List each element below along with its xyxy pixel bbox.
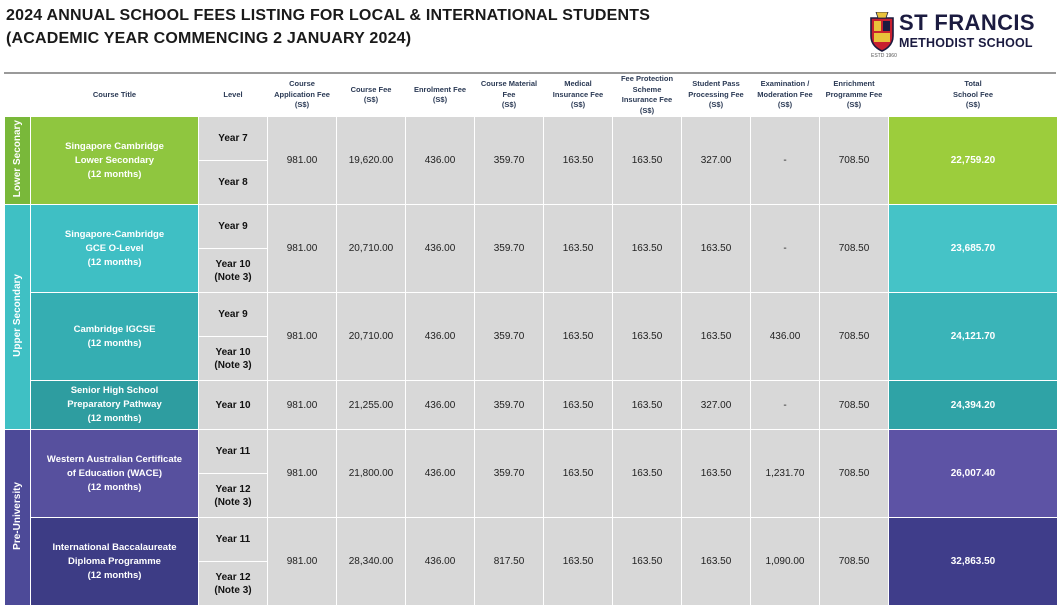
course-title-cell: Cambridge IGCSE (12 months) <box>31 293 199 381</box>
enrichment-fee-cell: 708.50 <box>820 205 889 293</box>
medical-insurance-fee-cell: 163.50 <box>544 117 613 205</box>
logo-estd: ESTD 1960 <box>871 53 897 59</box>
medical-insurance-fee-cell: 163.50 <box>544 205 613 293</box>
enrolment-fee-cell: 436.00 <box>406 430 475 518</box>
student-pass-fee-cell: 163.50 <box>682 518 751 606</box>
medical-insurance-fee-cell: 163.50 <box>544 293 613 381</box>
examination-fee-cell: 436.00 <box>751 293 820 381</box>
table-row <box>5 430 1058 474</box>
application-fee-cell: 981.00 <box>268 430 337 518</box>
header-total-school-fee: Total School Fee (S$) <box>889 74 1058 117</box>
table-row <box>5 518 1058 562</box>
course-fee-cell: 21,800.00 <box>337 430 406 518</box>
header-student-pass-fee: Student Pass Processing Fee (S$) <box>682 74 751 117</box>
level-cell: Year 12 (Note 3) <box>199 562 268 606</box>
examination-fee-cell: - <box>751 205 820 293</box>
group-label-upper-secondary: Upper Secondary <box>5 205 31 430</box>
level-cell: Year 9 <box>199 205 268 249</box>
course-fee-cell: 20,710.00 <box>337 293 406 381</box>
table-row <box>5 381 1058 430</box>
header-fee-protection-fee: Fee Protection Scheme Insurance Fee (S$) <box>613 74 682 117</box>
group-label-pre-university: Pre-University <box>5 430 31 606</box>
logo-name-line-1: ST FRANCIS <box>899 10 1035 35</box>
examination-fee-cell: 1,231.70 <box>751 430 820 518</box>
header-course-fee: Course Fee (S$) <box>337 74 406 117</box>
examination-fee-cell: - <box>751 117 820 205</box>
course-material-fee-cell: 817.50 <box>475 518 544 606</box>
application-fee-cell: 981.00 <box>268 117 337 205</box>
header-medical-insurance-fee: Medical Insurance Fee (S$) <box>544 74 613 117</box>
level-cell: Year 10 (Note 3) <box>199 337 268 381</box>
application-fee-cell: 981.00 <box>268 205 337 293</box>
table-row <box>5 293 1058 337</box>
crest-icon <box>869 12 895 52</box>
course-material-fee-cell: 359.70 <box>475 205 544 293</box>
level-cell: Year 11 <box>199 518 268 562</box>
medical-insurance-fee-cell: 163.50 <box>544 430 613 518</box>
level-cell: Year 10 (Note 3) <box>199 249 268 293</box>
enrichment-fee-cell: 708.50 <box>820 381 889 430</box>
level-cell: Year 8 <box>199 161 268 205</box>
header-examination-fee: Examination / Moderation Fee (S$) <box>751 74 820 117</box>
fees-table <box>4 74 1058 606</box>
total-school-fee-cell: 22,759.20 <box>889 117 1058 205</box>
header-course-title: Course Title <box>31 74 199 117</box>
enrolment-fee-cell: 436.00 <box>406 205 475 293</box>
course-title-cell: Western Australian Certificate of Education (WACE) (12 months) <box>31 430 199 518</box>
enrichment-fee-cell: 708.50 <box>820 518 889 606</box>
student-pass-fee-cell: 327.00 <box>682 381 751 430</box>
title-line-2: (ACADEMIC YEAR COMMENCING 2 JANUARY 2024) <box>6 30 412 47</box>
fee-protection-fee-cell: 163.50 <box>613 518 682 606</box>
group-label-lower-secondary: Lower Seconary <box>5 117 31 205</box>
fee-protection-fee-cell: 163.50 <box>613 117 682 205</box>
enrolment-fee-cell: 436.00 <box>406 518 475 606</box>
level-cell: Year 12 (Note 3) <box>199 474 268 518</box>
total-school-fee-cell: 24,394.20 <box>889 381 1058 430</box>
enrichment-fee-cell: 708.50 <box>820 293 889 381</box>
header-enrichment-fee: Enrichment Programme Fee (S$) <box>820 74 889 117</box>
table-row <box>5 117 1058 161</box>
header-application-fee: Course Application Fee (S$) <box>268 74 337 117</box>
examination-fee-cell: - <box>751 381 820 430</box>
course-fee-cell: 19,620.00 <box>337 117 406 205</box>
application-fee-cell: 981.00 <box>268 293 337 381</box>
application-fee-cell: 981.00 <box>268 381 337 430</box>
enrolment-fee-cell: 436.00 <box>406 293 475 381</box>
enrichment-fee-cell: 708.50 <box>820 117 889 205</box>
fee-protection-fee-cell: 163.50 <box>613 293 682 381</box>
level-cell: Year 11 <box>199 430 268 474</box>
level-cell: Year 10 <box>199 381 268 430</box>
enrolment-fee-cell: 436.00 <box>406 381 475 430</box>
fee-protection-fee-cell: 163.50 <box>613 381 682 430</box>
header-row <box>5 74 1058 117</box>
medical-insurance-fee-cell: 163.50 <box>544 381 613 430</box>
student-pass-fee-cell: 163.50 <box>682 293 751 381</box>
header-group <box>5 74 31 117</box>
enrichment-fee-cell: 708.50 <box>820 430 889 518</box>
total-school-fee-cell: 26,007.40 <box>889 430 1058 518</box>
course-fee-cell: 28,340.00 <box>337 518 406 606</box>
total-school-fee-cell: 23,685.70 <box>889 205 1058 293</box>
total-school-fee-cell: 24,121.70 <box>889 293 1058 381</box>
level-cell: Year 9 <box>199 293 268 337</box>
course-fee-cell: 21,255.00 <box>337 381 406 430</box>
fee-protection-fee-cell: 163.50 <box>613 205 682 293</box>
student-pass-fee-cell: 163.50 <box>682 205 751 293</box>
application-fee-cell: 981.00 <box>268 518 337 606</box>
examination-fee-cell: 1,090.00 <box>751 518 820 606</box>
table-row <box>5 205 1058 249</box>
course-material-fee-cell: 359.70 <box>475 430 544 518</box>
course-material-fee-cell: 359.70 <box>475 293 544 381</box>
total-school-fee-cell: 32,863.50 <box>889 518 1058 606</box>
header-enrolment-fee: Enrolment Fee (S$) <box>406 74 475 117</box>
course-material-fee-cell: 359.70 <box>475 381 544 430</box>
course-title-cell: International Baccalaureate Diploma Programme (12 months) <box>31 518 199 606</box>
course-material-fee-cell: 359.70 <box>475 117 544 205</box>
student-pass-fee-cell: 163.50 <box>682 430 751 518</box>
school-logo <box>869 10 1035 59</box>
enrolment-fee-cell: 436.00 <box>406 117 475 205</box>
fee-protection-fee-cell: 163.50 <box>613 430 682 518</box>
header-level: Level <box>199 74 268 117</box>
course-title-cell: Singapore Cambridge Lower Secondary (12 months) <box>31 117 199 205</box>
level-cell: Year 7 <box>199 117 268 161</box>
medical-insurance-fee-cell: 163.50 <box>544 518 613 606</box>
title-line-1: 2024 ANNUAL SCHOOL FEES LISTING FOR LOCAL & INTERNATIONAL STUDENTS <box>6 7 651 24</box>
logo-name-line-2: METHODIST SCHOOL <box>899 36 1033 50</box>
student-pass-fee-cell: 327.00 <box>682 117 751 205</box>
course-fee-cell: 20,710.00 <box>337 205 406 293</box>
course-title-cell: Senior High School Preparatory Pathway (12 months) <box>31 381 199 430</box>
course-title-cell: Singapore-Cambridge GCE O-Level (12 months) <box>31 205 199 293</box>
page-title <box>6 4 650 50</box>
header-course-material-fee: Course Material Fee (S$) <box>475 74 544 117</box>
